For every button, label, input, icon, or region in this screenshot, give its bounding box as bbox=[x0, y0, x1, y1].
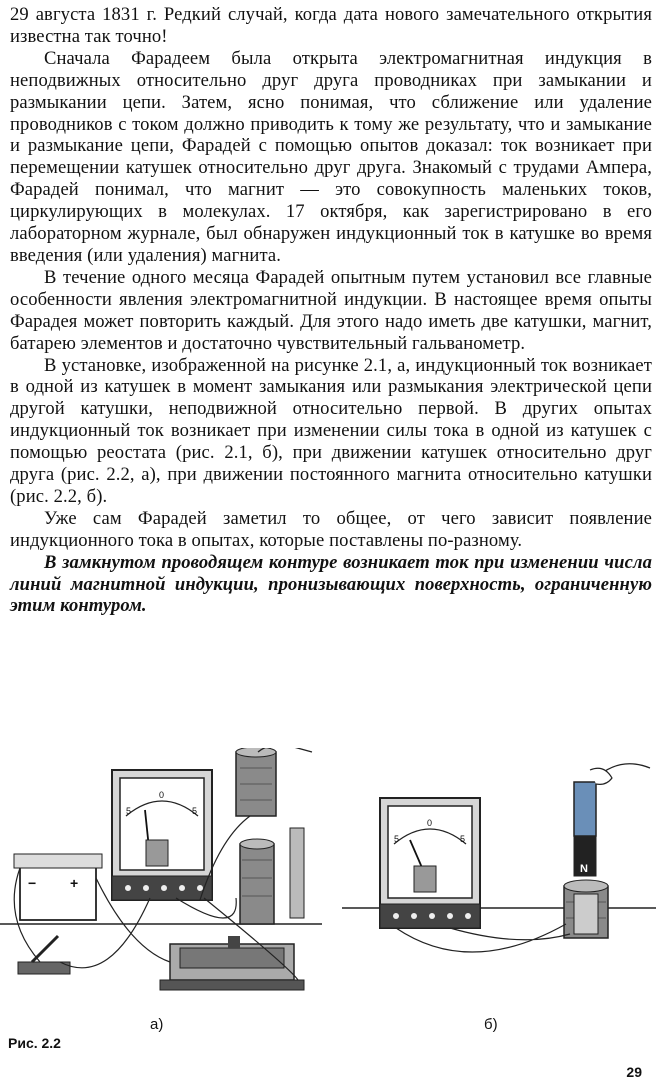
scale-label: 5 bbox=[394, 834, 400, 844]
battery bbox=[14, 854, 102, 920]
battery-minus-label: − bbox=[28, 875, 37, 891]
magnet-pole-label: N bbox=[580, 863, 588, 875]
paragraph-5: Уже сам Фарадей заметил то общее, от чего зависит появление индукционного тока в опытах, которые поставлены по-разному. bbox=[10, 507, 652, 551]
page-number: 29 bbox=[626, 1064, 642, 1080]
scale-label: 5 bbox=[460, 834, 466, 844]
scale-label: 0 bbox=[159, 790, 165, 800]
emphasis-paragraph: В замкнутом проводящем контуре возникает ток при изменении числа линий магнитной индукции, пронизывающих поверхность, ограниченную этим контуром. bbox=[10, 551, 652, 617]
magnet bbox=[574, 764, 650, 876]
figure-label: Рис. 2.2 bbox=[8, 1035, 61, 1051]
paragraph-2: Сначала Фарадеем была открыта электромагнитная индукция в неподвижных относительно друг друга проводниках при замыкании и размыкании цепи. Затем, ясно понимая, что сближение или удаление проводников с током должно приводить к тому же результату, что и замыкание и размыкание цепи, Фарадей с помощью опытов доказал: ток возникает при перемещении катушек относительно друг друга. Знакомый с трудами Ампера, Фарадей понимал, что магнит — это совокупность маленьких токов, циркулирующих в молекулах. 17 октября, как зарегистрировано в его лабораторном журнале, был обнаружен индукционный ток в катушке во время введения (или удаления) магнита. bbox=[10, 47, 652, 266]
scale-label: 0 bbox=[427, 818, 433, 828]
paragraph-4: В установке, изображенной на рисунке 2.1, а, индукционный ток возникает в одной из катушек в момент замыкания или размыкания электрической цепи другой катушки, неподвижной относительно первой. В других опытах индукционный ток возникает при изменении силы тока в одной из катушек с помощью реостата (рис. 2.1, б), при движении катушек относительно друг друга (рис. 2.2, а), при движении постоянного магнита относительно катушки (рис. 2.2, б). bbox=[10, 354, 652, 507]
caption-a: а) bbox=[150, 1016, 164, 1033]
paragraph-3: В течение одного месяца Фарадей опытным путем установил все главные особенности явления электромагнитной индукции. В настоящее время опыты Фарадея может повторить каждый. Для этого надо иметь две катушки, магнит, батарею элементов и достаточно чувствительный гальванометр. bbox=[10, 266, 652, 354]
rheostat bbox=[160, 936, 304, 990]
galvanometer-right bbox=[380, 798, 480, 928]
page-text bbox=[10, 4, 652, 617]
caption-b: б) bbox=[484, 1016, 498, 1033]
scale-label: 5 bbox=[126, 806, 132, 816]
coil-single bbox=[564, 880, 608, 938]
galvanometer-left bbox=[112, 770, 212, 900]
paragraph-1: 29 августа 1831 г. Редкий случай, когда дата нового замечательного открытия известна так точно! bbox=[10, 4, 652, 47]
coil-pair bbox=[236, 748, 312, 924]
scale-label: 5 bbox=[192, 806, 198, 816]
figure-illustration bbox=[0, 748, 656, 1010]
battery-plus-label: + bbox=[70, 875, 79, 891]
